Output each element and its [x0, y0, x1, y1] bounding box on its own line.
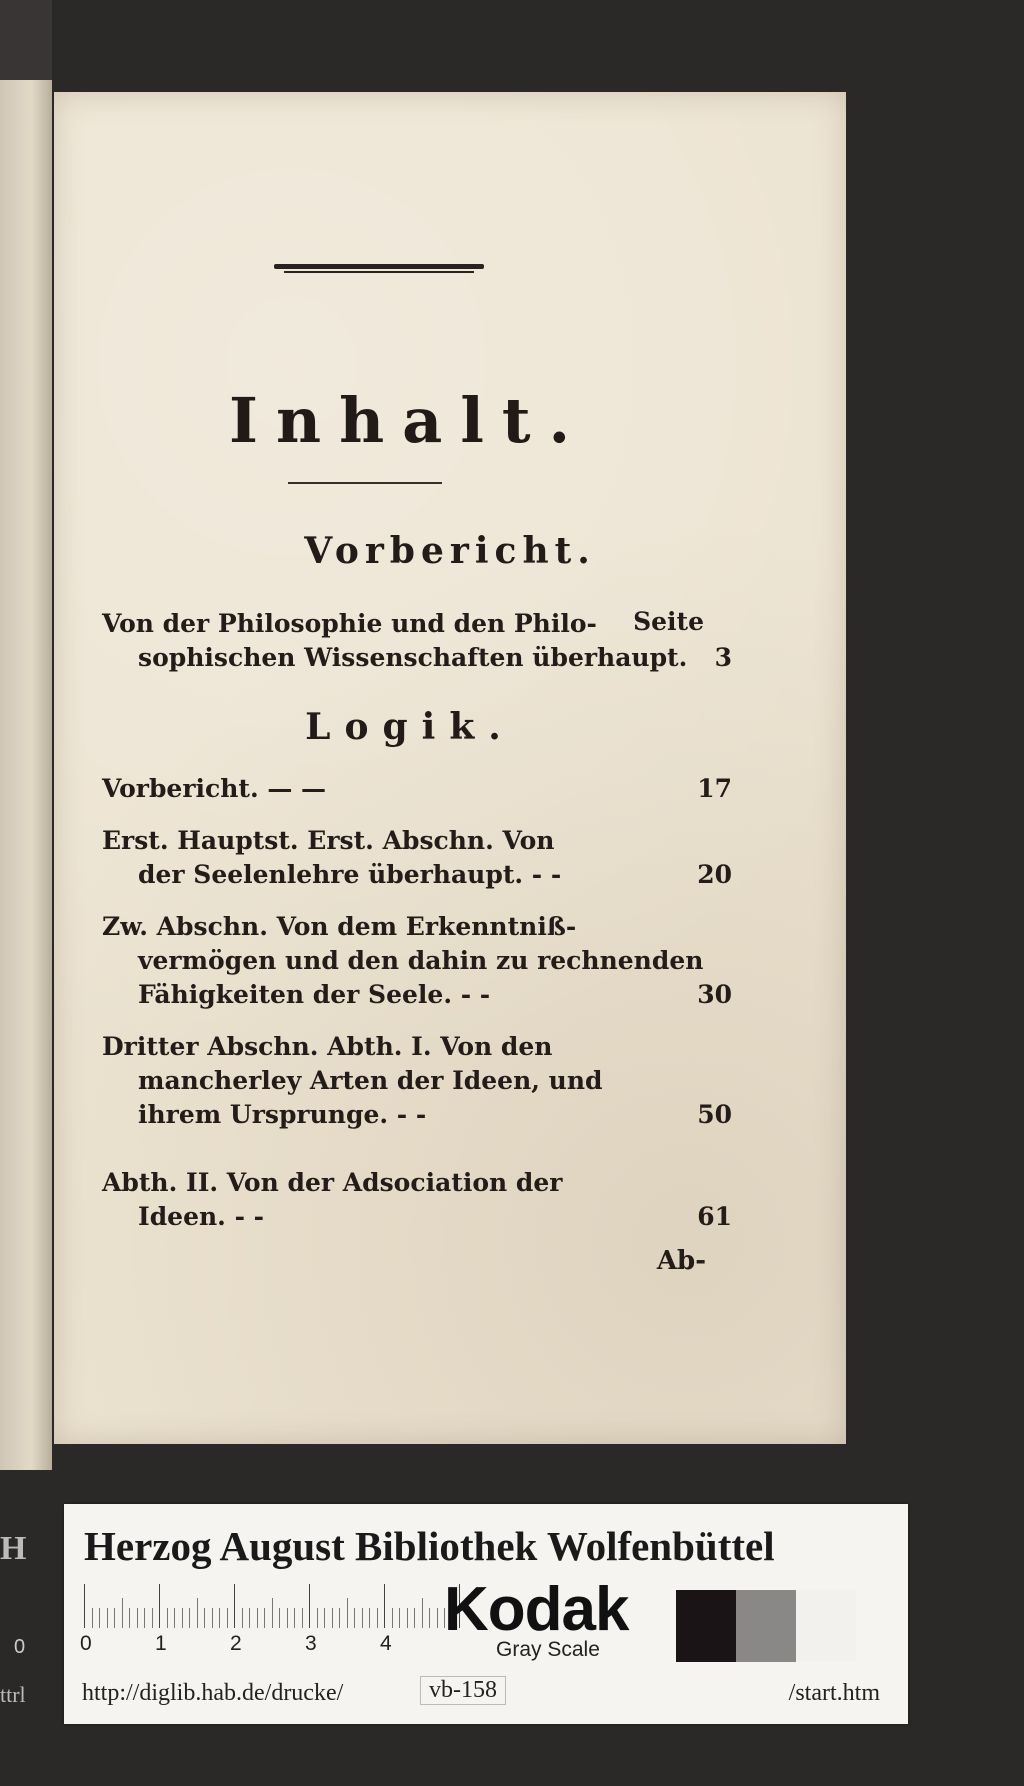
ruler-number: 1 [155, 1632, 167, 1655]
toc-page-number: 20 [697, 860, 732, 889]
toc-entry [102, 910, 732, 1012]
toc-page-number: 30 [697, 980, 732, 1009]
scanner-background-top [0, 0, 52, 80]
swatch-dark [676, 1590, 736, 1662]
ruler-number: 4 [380, 1632, 392, 1655]
ruler-tick [92, 1608, 93, 1628]
shelfmark: vb-158 [420, 1676, 506, 1705]
library-name: Herzog August Bibliothek Wolfenbüttel [84, 1523, 775, 1569]
color-calibration-label [64, 1504, 908, 1724]
seite-label: Seite [633, 607, 704, 636]
ruler-tick [369, 1608, 370, 1628]
ruler-tick [249, 1608, 250, 1628]
gray-scale-label: Gray Scale [496, 1638, 600, 1661]
toc-entry-line: mancherley Arten der Ideen, und [138, 1066, 603, 1095]
header-ornament [274, 264, 484, 274]
ruler-tick [272, 1598, 273, 1628]
ruler-tick [407, 1608, 408, 1628]
toc-page-number: 61 [697, 1202, 732, 1231]
ruler-number: 3 [305, 1632, 317, 1655]
ruler-tick [294, 1608, 295, 1628]
ruler-tick [309, 1584, 310, 1628]
ruler-tick [264, 1608, 265, 1628]
ruler-tick [84, 1584, 85, 1628]
ruler-tick [99, 1608, 100, 1628]
toc-entry-line: ihrem Ursprunge. - - [138, 1100, 427, 1129]
toc-entry [102, 772, 732, 806]
measurement-ruler [80, 1584, 414, 1655]
previous-page-edge [0, 80, 52, 1470]
ruler-tick [302, 1608, 303, 1628]
ruler-tick [182, 1608, 183, 1628]
ruler-tick [219, 1608, 220, 1628]
ruler-tick [354, 1608, 355, 1628]
ruler-tick [107, 1608, 108, 1628]
toc-page-number: 3 [714, 643, 732, 672]
toc-entry-line: Erst. Hauptst. Erst. Abschn. Von [102, 826, 555, 855]
ruler-tick [114, 1608, 115, 1628]
ruler-tick [129, 1608, 130, 1628]
toc-entry-line: vermögen und den dahin zu rechnenden [138, 946, 704, 975]
ruler-tick [339, 1608, 340, 1628]
toc-entry-line: Abth. II. Von der Adsociation der [102, 1168, 563, 1197]
ruler-tick [362, 1608, 363, 1628]
toc-entry [102, 1030, 732, 1132]
ruler-tick [392, 1608, 393, 1628]
toc-entry-line: Dritter Abschn. Abth. I. Von den [102, 1032, 553, 1061]
toc-entry-line: Fähigkeiten der Seele. - - [138, 980, 491, 1009]
page-title: Inhalt. [229, 384, 589, 457]
ruler-tick [167, 1608, 168, 1628]
title-underline [288, 482, 442, 484]
toc-page-number: 17 [697, 774, 732, 803]
url-suffix[interactable]: /start.htm [788, 1680, 880, 1706]
book-page [54, 92, 846, 1444]
ruler-tick [437, 1608, 438, 1628]
section-heading-logik: Logik. [305, 706, 515, 748]
ruler-tick [324, 1608, 325, 1628]
ruler-tick [332, 1608, 333, 1628]
swatch-mid [736, 1590, 796, 1662]
adjacent-label-fragment: H [0, 1530, 27, 1567]
toc-page-number: 50 [697, 1100, 732, 1129]
ruler-tick [384, 1584, 385, 1628]
gray-scale-swatches [676, 1590, 856, 1662]
ruler-tick [234, 1584, 235, 1628]
ruler-tick [122, 1598, 123, 1628]
ruler-tick [399, 1608, 400, 1628]
ruler-tick [152, 1608, 153, 1628]
adjacent-ruler-fragment: 0 [14, 1636, 26, 1658]
ruler-number: 2 [230, 1632, 242, 1655]
toc-entry [102, 607, 732, 675]
ruler-number: 0 [80, 1632, 92, 1655]
ruler-tick [414, 1608, 415, 1628]
ruler-tick [279, 1608, 280, 1628]
toc-entry-line: Vorbericht. — — [102, 774, 327, 803]
kodak-logo: Kodak [444, 1575, 629, 1644]
ruler-tick [377, 1608, 378, 1628]
ruler-tick [429, 1608, 430, 1628]
ruler-tick [347, 1598, 348, 1628]
ruler-tick [174, 1608, 175, 1628]
toc-entry-line: sophischen Wissenschaften überhaupt. [138, 643, 688, 672]
ruler-tick [212, 1608, 213, 1628]
ruler-tick [204, 1608, 205, 1628]
ruler-tick [197, 1598, 198, 1628]
toc-entry-line: der Seelenlehre überhaupt. - - [138, 860, 562, 889]
toc-entry-line: Zw. Abschn. Von dem Erkenntniß- [102, 912, 577, 941]
section-heading-vorbericht: Vorbericht. [304, 530, 596, 572]
ruler-tick [422, 1598, 423, 1628]
toc-entry-line: Ideen. - - [138, 1202, 265, 1231]
ruler-tick [242, 1608, 243, 1628]
adjacent-url-fragment: ttrl [0, 1682, 26, 1707]
ruler-tick [159, 1584, 160, 1628]
url-base[interactable]: http://diglib.hab.de/drucke/ [82, 1680, 344, 1706]
ruler-tick [227, 1608, 228, 1628]
ruler-tick [144, 1608, 145, 1628]
ruler-tick [317, 1608, 318, 1628]
swatch-light [796, 1590, 856, 1662]
ruler-tick [137, 1608, 138, 1628]
toc-entry-line: Von der Philosophie und den Philo- [102, 609, 597, 638]
catchword: Ab- [656, 1246, 706, 1276]
toc-entry [102, 824, 732, 892]
ruler-tick [189, 1608, 190, 1628]
ruler-tick [257, 1608, 258, 1628]
ruler-tick [287, 1608, 288, 1628]
toc-entry [102, 1166, 732, 1234]
